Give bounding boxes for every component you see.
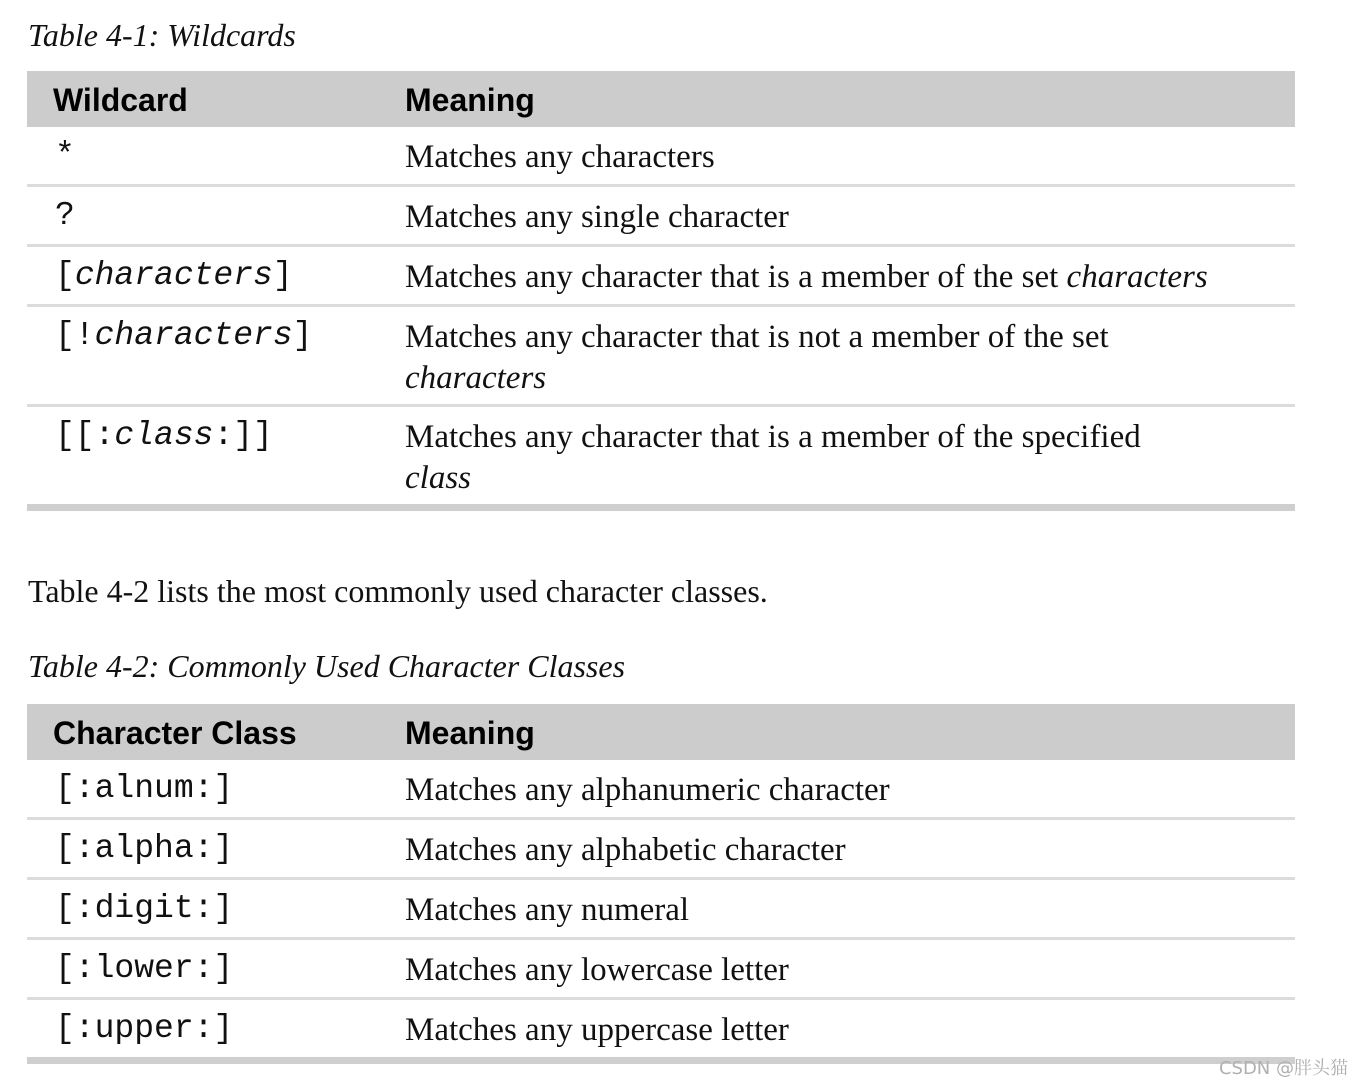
meaning-cell: Matches any lowercase letter (405, 952, 789, 988)
header-character-class: Character Class (53, 715, 297, 751)
table-row (27, 307, 1295, 407)
character-classes-table (27, 704, 1295, 1064)
wildcard-cell: * (55, 137, 75, 174)
wildcard-cell: [!characters] (55, 317, 313, 354)
table1-caption: Table 4-1: Wildcards (28, 17, 296, 53)
header-meaning: Meaning (405, 82, 535, 118)
meaning-cell: Matches any alphanumeric character (405, 772, 890, 808)
header-meaning: Meaning (405, 715, 535, 751)
table-row (27, 407, 1295, 511)
table-row (27, 880, 1295, 940)
meaning-cell: Matches any characters (405, 139, 715, 175)
meaning-cell: Matches any single character (405, 199, 789, 235)
class-cell: [:lower:] (55, 950, 234, 987)
meaning-cell: Matches any character that is a member of the set characters (405, 259, 1208, 295)
table2-header-row (27, 704, 1295, 760)
wildcard-cell: [[:class:]] (55, 417, 273, 454)
table2-caption: Table 4-2: Commonly Used Character Classes (28, 648, 626, 684)
wildcard-cell: [characters] (55, 257, 293, 294)
meaning-cell: Matches any uppercase letter (405, 1012, 789, 1048)
table-row (27, 820, 1295, 880)
table-row (27, 247, 1295, 307)
class-cell: [:upper:] (55, 1010, 234, 1047)
class-cell: [:digit:] (55, 890, 234, 927)
table-row (27, 1000, 1295, 1064)
header-wildcard: Wildcard (53, 82, 188, 118)
wildcards-table (27, 71, 1295, 511)
body-paragraph: Table 4-2 lists the most commonly used character classes. (28, 573, 768, 609)
class-cell: [:alnum:] (55, 770, 234, 807)
watermark: CSDN @胖头猫 (1218, 1058, 1348, 1079)
table-row (27, 127, 1295, 187)
meaning-cell: Matches any character that is not a member of the set characters (405, 319, 1109, 396)
wildcard-cell: ? (55, 197, 75, 234)
meaning-cell: Matches any numeral (405, 892, 690, 928)
meaning-cell: Matches any alphabetic character (405, 832, 846, 868)
table1-header-row (27, 71, 1295, 127)
table-row (27, 187, 1295, 247)
meaning-cell: Matches any character that is a member of the specified class (405, 419, 1141, 496)
table-row (27, 760, 1295, 820)
table-row (27, 940, 1295, 1000)
class-cell: [:alpha:] (55, 830, 234, 867)
